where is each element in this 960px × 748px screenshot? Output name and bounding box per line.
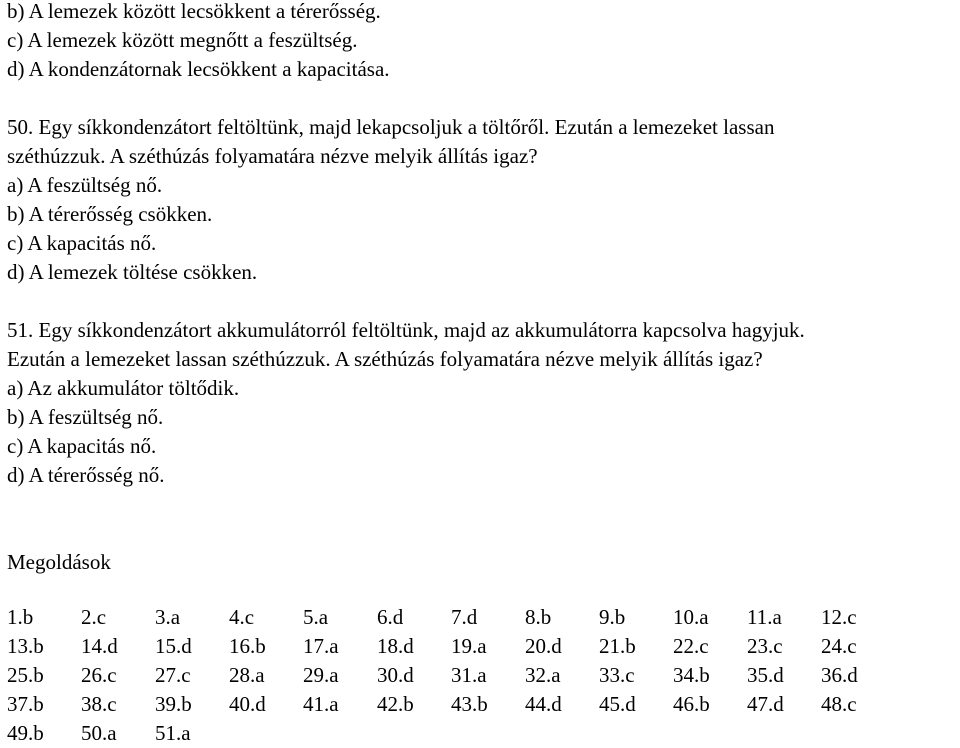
- answer-cell: 4.c: [229, 605, 255, 629]
- q50-stem-line-2: széthúzzuk. A széthúzás folyamatára nézve melyik állítás igaz?: [7, 144, 538, 168]
- answer-cell: 45.d: [599, 692, 636, 716]
- q51-option-b: b) A feszültség nő.: [7, 405, 164, 429]
- q51-option-d: d) A térerősség nő.: [7, 463, 165, 487]
- answer-cell: 12.c: [821, 605, 857, 629]
- answer-cell: 25.b: [7, 663, 44, 687]
- answer-cell: 48.c: [821, 692, 857, 716]
- answer-cell: 16.b: [229, 634, 266, 658]
- answer-cell: 11.a: [747, 605, 782, 629]
- answer-cell: 14.d: [81, 634, 118, 658]
- q50-option-c: c) A kapacitás nő.: [7, 231, 157, 255]
- answers-table: [7, 603, 895, 748]
- answer-cell: 42.b: [377, 692, 414, 716]
- answer-cell: 47.d: [747, 692, 784, 716]
- answer-cell: 26.c: [81, 663, 117, 687]
- answer-cell: 30.d: [377, 663, 414, 687]
- spacer: [7, 490, 957, 548]
- q51-option-c: c) A kapacitás nő.: [7, 434, 157, 458]
- q51-option-a: a) Az akkumulátor töltődik.: [7, 376, 240, 400]
- answer-cell: 18.d: [377, 634, 414, 658]
- spacer: [7, 287, 957, 316]
- question-50: [7, 113, 957, 287]
- answer-cell: 27.c: [155, 663, 191, 687]
- answer-cell: 38.c: [81, 692, 117, 716]
- answer-cell: 40.d: [229, 692, 266, 716]
- answer-cell: 43.b: [451, 692, 488, 716]
- answer-cell: 7.d: [451, 605, 478, 629]
- answer-cell: 35.d: [747, 663, 784, 687]
- q50-option-b: b) A térerősség csökken.: [7, 202, 213, 226]
- q50-stem-line-1: 50. Egy síkkondenzátort feltöltünk, majd lekapcsoljuk a töltőről. Ezután a lemezeket lassan: [7, 115, 775, 139]
- document-page: [7, 0, 957, 748]
- answer-cell: 46.b: [673, 692, 710, 716]
- spacer: [7, 577, 957, 603]
- answer-cell: 6.d: [377, 605, 404, 629]
- answer-cell: 19.a: [451, 634, 487, 658]
- q51-stem-line-2: Ezután a lemezeket lassan széthúzzuk. A széthúzás folyamatára nézve melyik állítás igaz?: [7, 347, 763, 371]
- answer-cell: 10.a: [673, 605, 709, 629]
- answer-cell: 1.b: [7, 605, 34, 629]
- q50-option-d: d) A lemezek töltése csökken.: [7, 260, 258, 284]
- answer-cell: 29.a: [303, 663, 339, 687]
- answer-cell: 9.b: [599, 605, 626, 629]
- answers-heading: Megoldások: [7, 550, 111, 574]
- answers-row: [7, 661, 895, 690]
- answers-row: [7, 719, 895, 748]
- answer-cell: 22.c: [673, 634, 709, 658]
- answer-cell: 33.c: [599, 663, 635, 687]
- answers-section: [7, 548, 957, 748]
- answer-cell: 51.a: [155, 721, 191, 745]
- q49-option-c: c) A lemezek között megnőtt a feszültség.: [7, 28, 358, 52]
- answer-cell: 3.a: [155, 605, 181, 629]
- q49-option-d: d) A kondenzátornak lecsökkent a kapacitása.: [7, 57, 390, 81]
- question-49-tail: [7, 0, 957, 84]
- answer-cell: 13.b: [7, 634, 44, 658]
- answer-cell: 36.d: [821, 663, 858, 687]
- answer-cell: 17.a: [303, 634, 339, 658]
- answer-cell: 21.b: [599, 634, 636, 658]
- answers-row: [7, 690, 895, 719]
- spacer: [7, 84, 957, 113]
- q51-stem-line-1: 51. Egy síkkondenzátort akkumulátorról feltöltünk, majd az akkumulátorra kapcsolva hagyjuk.: [7, 318, 805, 342]
- answer-cell: 37.b: [7, 692, 44, 716]
- answer-cell: 28.a: [229, 663, 265, 687]
- answer-cell: 50.a: [81, 721, 117, 745]
- answer-cell: 32.a: [525, 663, 561, 687]
- answer-cell: 8.b: [525, 605, 552, 629]
- answer-cell: 15.d: [155, 634, 192, 658]
- answers-row: [7, 603, 895, 632]
- answer-cell: 44.d: [525, 692, 562, 716]
- answer-cell: 2.c: [81, 605, 107, 629]
- question-51: [7, 316, 957, 490]
- answers-row: [7, 632, 895, 661]
- q49-option-b: b) A lemezek között lecsökkent a térerősség.: [7, 0, 381, 23]
- answer-cell: 49.b: [7, 721, 44, 745]
- answer-cell: 34.b: [673, 663, 710, 687]
- q50-option-a: a) A feszültség nő.: [7, 173, 163, 197]
- answer-cell: 23.c: [747, 634, 783, 658]
- answer-cell: 39.b: [155, 692, 192, 716]
- answer-cell: 24.c: [821, 634, 857, 658]
- answer-cell: 5.a: [303, 605, 329, 629]
- answer-cell: 41.a: [303, 692, 339, 716]
- answer-cell: 20.d: [525, 634, 562, 658]
- answer-cell: 31.a: [451, 663, 487, 687]
